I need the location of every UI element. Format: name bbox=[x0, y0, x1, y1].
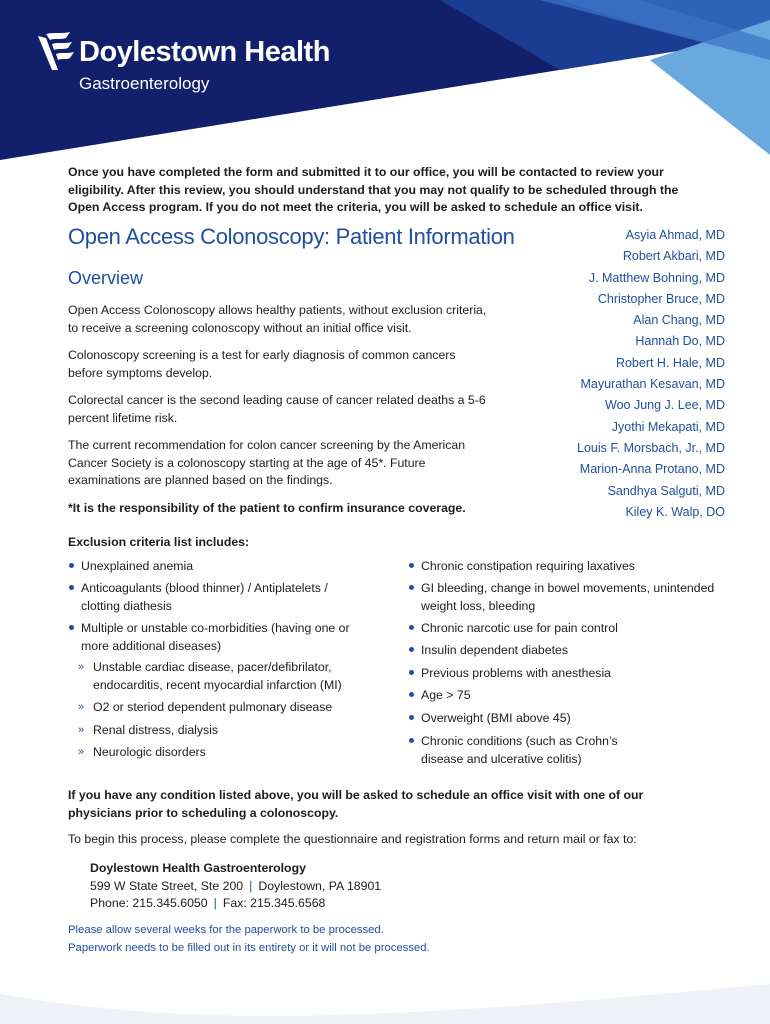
doctor-name: Asyia Ahmad, MD bbox=[625, 228, 725, 242]
doctor-list bbox=[577, 225, 725, 523]
doctor-name: Robert Akbari, MD bbox=[622, 249, 725, 264]
overview-heading: Overview bbox=[68, 268, 144, 288]
page-title: Open Access Colonoscopy: Patient Information bbox=[68, 224, 515, 249]
logo-subtitle: Gastroenterology bbox=[79, 74, 210, 93]
separator: | bbox=[213, 896, 217, 910]
processing-note: Please allow several weeks for the paperwork to be processed. bbox=[68, 924, 384, 936]
sub-list-item: » Unstable cardiac disease, pacer/defibrilator, endocarditis, recent myocardial infarction (MI) bbox=[78, 660, 342, 692]
doctor-name: Marion-Anna Protano, MD bbox=[579, 462, 725, 477]
address-street: 599 W State Street, Ste 200 bbox=[90, 878, 244, 893]
logo-name: Doylestown Health bbox=[79, 36, 330, 68]
footer-decoration bbox=[0, 954, 770, 1024]
chevron-right-icon: » bbox=[78, 661, 85, 673]
logo-mark-icon bbox=[36, 30, 78, 74]
doctor-name: J. Matthew Bohning, MD bbox=[588, 270, 725, 285]
doctor-name: Jyothi Mekapati, MD bbox=[611, 419, 725, 434]
bullet-icon bbox=[408, 558, 416, 566]
bullet-icon bbox=[68, 580, 76, 588]
list-item: Chronic conditions (such as Crohn’s disease and ulcerative colitis) bbox=[408, 733, 648, 768]
list-item: Overweight (BMI above 45) bbox=[408, 710, 718, 728]
overview-paragraph: The current recommendation for colon cancer screening by the American Cancer Society is a colonoscopy starting at the age of 45*. Future examinations are planned based on the findings. bbox=[68, 438, 466, 487]
doctor-name: Christopher Bruce, MD bbox=[597, 291, 725, 306]
bullet-icon bbox=[68, 620, 76, 628]
bullet-icon bbox=[408, 580, 416, 588]
exclusion-heading: Exclusion criteria list includes: bbox=[68, 535, 250, 549]
overview-paragraph: Colonoscopy screening is a test for early diagnosis of common cancers before symptoms develop. bbox=[68, 348, 456, 380]
doctor-name: Hannah Do, MD bbox=[635, 334, 725, 349]
list-item: Insulin dependent diabetes bbox=[408, 642, 718, 660]
fax-number: Fax: 215.345.6568 bbox=[222, 896, 326, 910]
bullet-icon bbox=[68, 558, 76, 566]
begin-instructions: To begin this process, please complete the questionnaire and registration forms and return mail or fax to: bbox=[68, 832, 637, 846]
address-name: Doylestown Health Gastroenterology bbox=[90, 861, 306, 875]
list-item: Multiple or unstable co-morbidities (having one or more additional diseases) bbox=[68, 620, 368, 655]
processing-notes bbox=[68, 922, 430, 957]
phone-number: Phone: 215.345.6050 bbox=[90, 896, 208, 910]
chevron-right-icon: » bbox=[78, 701, 85, 713]
logo bbox=[36, 30, 330, 93]
doctor-name: Louis F. Morsbach, Jr., MD bbox=[577, 440, 725, 455]
insurance-note: *It is the responsibility of the patient to confirm insurance coverage. bbox=[68, 501, 466, 515]
processing-note: Paperwork needs to be filled out in its entirety or it will not be processed. bbox=[68, 941, 430, 954]
sub-list-item: » O2 or steriod dependent pulmonary disease bbox=[68, 699, 378, 717]
list-item: Age > 75 bbox=[408, 687, 718, 705]
doctor-name: Kiley K. Walp, DO bbox=[625, 504, 725, 519]
bullet-icon bbox=[408, 620, 416, 628]
intro-text: Once you have completed the form and submitted it to our office, you will be contacted to review your eligibility. After this review, you should understand that you may not qualify to be scheduled through the Open Access program. If you do not meet the criteria, you will be asked to schedule an office visit. bbox=[68, 165, 679, 214]
mailing-address bbox=[90, 860, 381, 913]
contact-line bbox=[90, 895, 381, 913]
list-item: Anticoagulants (blood thinner) / Antiplatelets / clotting diathesis bbox=[68, 580, 368, 615]
sub-list-item: » Neurologic disorders bbox=[68, 744, 378, 762]
list-item: Chronic constipation requiring laxatives bbox=[408, 558, 718, 576]
doctor-name: Mayurathan Kesavan, MD bbox=[580, 377, 725, 392]
overview-paragraph: Open Access Colonoscopy allows healthy patients, without exclusion criteria, to receive a screening colonoscopy without an initial office visit. bbox=[68, 303, 487, 335]
sub-list-item: » Renal distress, dialysis bbox=[68, 722, 378, 740]
address-city: Doylestown, PA 18901 bbox=[258, 878, 382, 893]
chevron-right-icon: » bbox=[78, 724, 85, 736]
bullet-icon bbox=[408, 642, 416, 650]
doctor-name: Sandhya Salguti, MD bbox=[607, 483, 725, 498]
chevron-right-icon: » bbox=[78, 746, 85, 758]
condition-note: If you have any condition listed above, you will be asked to schedule an office visit with one of our physicians prior to scheduling a colonoscopy. bbox=[68, 788, 644, 820]
list-item: Unexplained anemia bbox=[68, 558, 368, 576]
list-item: Chronic narcotic use for pain control bbox=[408, 620, 718, 638]
doctor-name: Woo Jung J. Lee, MD bbox=[605, 398, 725, 413]
bullet-icon bbox=[408, 710, 416, 718]
doctor-name: Robert H. Hale, MD bbox=[615, 355, 725, 370]
bullet-icon bbox=[408, 733, 416, 741]
overview-paragraph: Colorectal cancer is the second leading cause of cancer related deaths a 5-6 percent lifetime risk. bbox=[68, 393, 486, 425]
list-item: Previous problems with anesthesia bbox=[408, 665, 718, 683]
bullet-icon bbox=[408, 687, 416, 695]
bullet-icon bbox=[408, 665, 416, 673]
separator: | bbox=[249, 878, 253, 893]
doctor-name: Alan Chang, MD bbox=[633, 313, 725, 328]
address-line bbox=[90, 878, 381, 896]
list-item: GI bleeding, change in bowel movements, unintended weight loss, bleeding bbox=[408, 580, 718, 615]
